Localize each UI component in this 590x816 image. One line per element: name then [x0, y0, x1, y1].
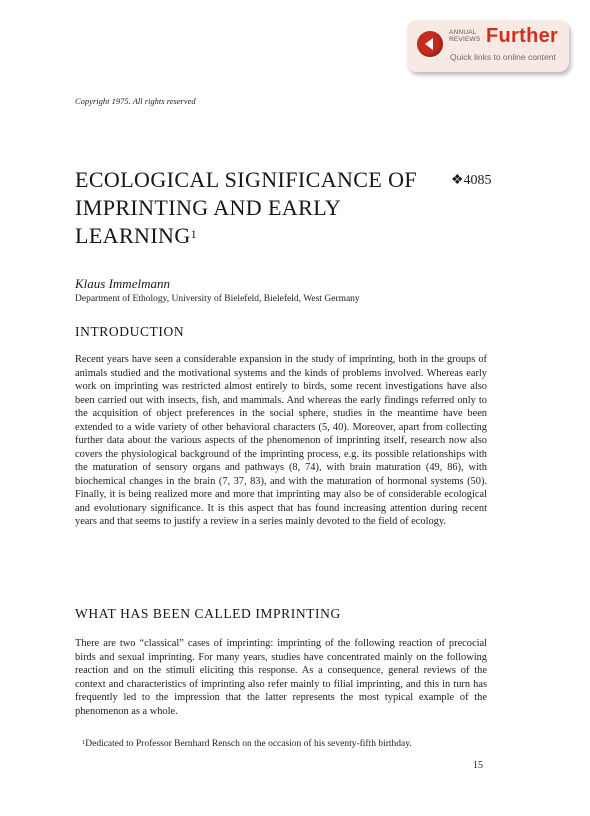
imprinting-paragraph: There are two “classical” cases of imprinting: imprinting of the following reaction of precocial birds and sexual imprinting. For many years, studies have concentrated mainly on the following reaction and on the stimuli eliciting this response. As a consequence, general reviews of the context and characteristics of imprinting also refer mainly to filial imprinting, and this in turn has frequently led to the impression that the latter represents the most typical example of the phenomenon as a whole. [75, 638, 487, 717]
footnote [82, 739, 412, 749]
author-affiliation: Department of Ethology, University of Bielefeld, Bielefeld, West Germany [75, 294, 360, 304]
section-heading-introduction: INTRODUCTION [75, 324, 185, 339]
page-number: 15 [473, 760, 483, 771]
copyright-notice: Copyright 1975. All rights reserved [75, 96, 196, 106]
further-label: Further [486, 25, 559, 47]
article-title [75, 166, 435, 250]
annual-reviews-label: ANNUAL REVIEWS [449, 29, 481, 43]
author-name: Klaus Immelmann [75, 276, 170, 291]
footnote-mark: 1 [82, 739, 86, 746]
title-footnote-mark: 1 [190, 227, 198, 241]
article-number: ❖4085 [451, 173, 492, 188]
article-title-text: ECOLOGICAL SIGNIFICANCE OF IMPRINTING AND EARLY LEARNING [75, 167, 418, 248]
arrow-left-circle-icon [417, 31, 443, 57]
introduction-paragraph: Recent years have seen a considerable expansion in the study of imprinting, both in the groups of animals studied and the motivational systems and the kinds of problems involved. Whereas early work on imprinting was restricted almost entirely to birds, some recent investigations have also been carried out with insects, fish, and mammals. And whereas the early findings referred only to the acquisition of object preferences in the social sphere, studies in the meantime have been extended to a wide variety of other behavioral characters (5, 40). Moreover, apart from collecting further data about the various aspects of the phenomenon of imprinting itself, research now also covers the physiological background of the imprinting process, e.g. its possible relationships with the maturation of sensory organs and pathways (8, 74), with brain maturation (49, 86), with biochemical changes in the brain (7, 37, 83), and with the maturation of hormonal systems (50). Finally, it is being realized more and more that imprinting may also be of considerable ecological and evolutionary significance. It is this aspect that has found increasing attention during recent years and that seems to justify a review in a series mainly devoted to the field of ecology. [75, 354, 487, 527]
annual-reviews-further-badge[interactable] [407, 20, 569, 72]
section-heading-what-has-been-called-imprinting: WHAT HAS BEEN CALLED IMPRINTING [75, 606, 341, 621]
footnote-text: Dedicated to Professor Bernhard Rensch on the occasion of his seventy-fifth birthday. [85, 739, 412, 749]
quick-links-label: Quick links to online content [450, 52, 556, 62]
